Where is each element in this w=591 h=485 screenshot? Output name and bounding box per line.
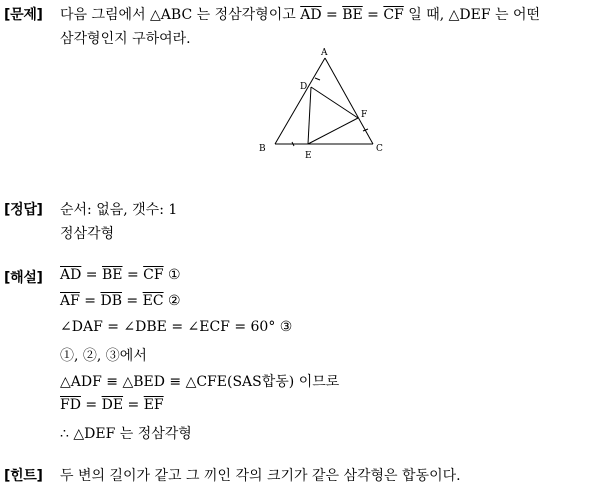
segment-db: $\overline{DB}$ — [100, 293, 122, 309]
label-e: E — [305, 151, 312, 158]
triangle-figure — [258, 46, 388, 158]
solution-line-4: ①, ②, ③에서 — [60, 348, 147, 364]
label-a: A — [321, 48, 328, 58]
equals: = — [123, 397, 144, 413]
segment-ef — [308, 118, 358, 144]
label-f: F — [361, 110, 368, 120]
solution-line-6 — [60, 397, 164, 413]
equals: = — [122, 267, 144, 283]
equals: = — [81, 267, 102, 283]
problem-text-line-1 — [60, 4, 540, 24]
hint-line-1: 두 변의 길이가 같고 그 끼인 각의 크기가 같은 삼각형은 합동이다. — [60, 468, 461, 484]
hint-label: [힌트] — [4, 468, 43, 484]
segment-ec: $\overline{EC}$ — [142, 293, 164, 309]
circled-number: ② — [163, 293, 181, 309]
segment-ad: $\overline{AD}$ — [300, 7, 322, 23]
segment-af: $\overline{AF}$ — [60, 293, 80, 309]
equals: = — [121, 293, 143, 309]
segment-cf: $\overline{CF}$ — [383, 7, 404, 23]
answer-line-1: 순서: 없음, 갯수: 1 — [60, 202, 178, 218]
solution-line-3: ∠DAF = ∠DBE = ∠ECF = 60° ③ — [60, 319, 293, 335]
equals: = — [80, 397, 102, 413]
equals: = — [362, 7, 384, 23]
label-b: B — [259, 144, 266, 154]
side-ab — [275, 58, 325, 144]
segment-ef: $\overline{EF}$ — [143, 397, 164, 413]
segment-de: $\overline{DE}$ — [101, 397, 124, 413]
equals: = — [79, 293, 101, 309]
solution-line-1 — [60, 267, 181, 283]
solution-label: [해설] — [4, 270, 43, 286]
solution-line-2 — [60, 293, 181, 309]
segment-ad: $\overline{AD}$ — [60, 267, 82, 283]
problem-text-pre: 다음 그림에서 △ABC 는 정삼각형이고 — [60, 7, 301, 23]
solution-line-5: △ADF ≡ △BED ≡ △CFE(SAS합동) 이므로 — [60, 374, 340, 390]
problem-label: [문제] — [4, 7, 43, 23]
segment-df — [311, 87, 358, 118]
answer-line-2: 정삼각형 — [60, 226, 115, 242]
segment-be: $\overline{BE}$ — [342, 7, 363, 23]
circled-number: ① — [163, 267, 181, 283]
segment-cf: $\overline{CF}$ — [143, 267, 164, 283]
problem-text-post: 일 때, △DEF 는 어떤 — [403, 7, 541, 23]
tick-mark-ad — [315, 78, 320, 80]
problem-text-line-2: 삼각형인지 구하여라. — [60, 31, 191, 47]
equals: = — [321, 7, 343, 23]
segment-de — [308, 87, 311, 144]
label-c: C — [376, 144, 383, 154]
label-d: D — [300, 82, 308, 92]
segment-be: $\overline{BE}$ — [101, 267, 123, 283]
segment-fd: $\overline{FD}$ — [60, 397, 81, 413]
answer-label: [정답] — [4, 202, 43, 218]
solution-line-7: ∴ △DEF 는 정삼각형 — [60, 426, 192, 442]
